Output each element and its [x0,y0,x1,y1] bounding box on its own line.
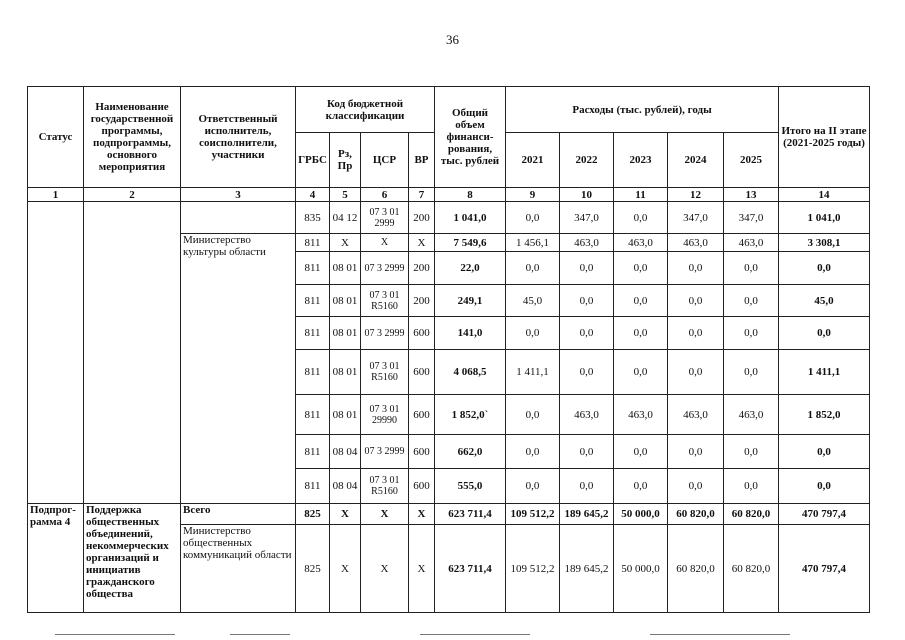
year-2022-cell: 0,0 [560,252,614,285]
year-2025-cell: 60 820,0 [724,525,779,613]
csr-cell: 07 3 01 R5160 [361,469,409,504]
year-2025-cell: 0,0 [724,469,779,504]
year-2023-cell: 0,0 [614,435,668,469]
total-cell: 623 711,4 [435,525,506,613]
csr-cell: 07 3 01 R5160 [361,285,409,317]
year-2022-cell: 463,0 [560,395,614,435]
column-number: 1 [28,188,84,202]
vr-cell: 600 [409,469,435,504]
page-edge-line [55,634,175,635]
csr-cell: 07 3 2999 [361,435,409,469]
vr-cell: 200 [409,202,435,234]
year-2023-cell: 463,0 [614,234,668,252]
vr-cell: 600 [409,435,435,469]
subprogram-name: Поддержка общественных объединений, некоммерческих организаций и инициатив гражданского общества [84,504,181,613]
vr-cell: X [409,525,435,613]
total-cell: 4 068,5 [435,350,506,395]
year-2025-cell: 0,0 [724,285,779,317]
table-row [28,202,870,234]
vr-cell: 200 [409,252,435,285]
rz-pr-cell: 04 12 [330,202,361,234]
grbs-cell: 811 [296,234,330,252]
year-2025-cell: 463,0 [724,395,779,435]
year-2022-cell: 0,0 [560,350,614,395]
header-expenses: Расходы (тыс. рублей), годы [506,87,779,133]
header-grbs: ГРБС [296,133,330,188]
stage-total-cell: 0,0 [779,252,870,285]
year-2025-cell: 60 820,0 [724,504,779,525]
year-2024-cell: 0,0 [668,252,724,285]
stage-total-cell: 1 852,0 [779,395,870,435]
column-number: 2 [84,188,181,202]
year-2025-cell: 0,0 [724,317,779,350]
responsible-ministry-communications: Министерство общественных коммуникаций области [181,525,296,613]
year-2022-cell: 463,0 [560,234,614,252]
year-2021-cell: 109 512,2 [506,525,560,613]
column-number: 5 [330,188,361,202]
total-cell: 7 549,6 [435,234,506,252]
year-2024-cell: 60 820,0 [668,525,724,613]
rz-pr-cell: X [330,525,361,613]
year-2021-cell: 0,0 [506,395,560,435]
year-2022-cell: 189 645,2 [560,504,614,525]
stage-total-cell: 45,0 [779,285,870,317]
csr-cell: X [361,234,409,252]
stage-total-cell: 0,0 [779,317,870,350]
year-2025-cell: 463,0 [724,234,779,252]
table-row [28,504,870,525]
year-2022-cell: 0,0 [560,285,614,317]
total-cell: 22,0 [435,252,506,285]
stage-total-cell: 0,0 [779,469,870,504]
header-year-2022: 2022 [560,133,614,188]
rz-pr-cell: X [330,504,361,525]
header-total-volume: Общий объем финанси-рования, тыс. рублей [435,87,506,188]
year-2021-cell: 45,0 [506,285,560,317]
stage-total-cell: 1 411,1 [779,350,870,395]
grbs-cell: 811 [296,350,330,395]
column-number: 10 [560,188,614,202]
column-number: 7 [409,188,435,202]
stage-total-cell: 1 041,0 [779,202,870,234]
stage-total-cell: 0,0 [779,435,870,469]
column-number: 12 [668,188,724,202]
year-2024-cell: 0,0 [668,435,724,469]
responsible-cell-empty [181,202,296,234]
rz-pr-cell: 08 01 [330,350,361,395]
grbs-cell: 811 [296,285,330,317]
year-2022-cell: 347,0 [560,202,614,234]
column-number: 13 [724,188,779,202]
year-2021-cell: 0,0 [506,317,560,350]
header-year-2024: 2024 [668,133,724,188]
rz-pr-cell: 08 01 [330,395,361,435]
year-2024-cell: 0,0 [668,317,724,350]
total-cell: 1 041,0 [435,202,506,234]
stage-total-cell: 470 797,4 [779,525,870,613]
responsible-ministry-culture: Министерство культуры области [181,234,296,504]
year-2025-cell: 0,0 [724,435,779,469]
header-year-2025: 2025 [724,133,779,188]
vr-cell: X [409,234,435,252]
total-cell: 141,0 [435,317,506,350]
year-2023-cell: 0,0 [614,350,668,395]
grbs-cell: 811 [296,469,330,504]
year-2023-cell: 0,0 [614,285,668,317]
year-2021-cell: 1 411,1 [506,350,560,395]
year-2025-cell: 347,0 [724,202,779,234]
csr-cell: X [361,525,409,613]
total-cell: 249,1 [435,285,506,317]
year-2024-cell: 0,0 [668,350,724,395]
column-number: 14 [779,188,870,202]
year-2025-cell: 0,0 [724,350,779,395]
column-number: 11 [614,188,668,202]
grbs-cell: 825 [296,525,330,613]
grbs-cell: 811 [296,395,330,435]
header-stage-total: Итого на II этапе (2021-2025 годы) [779,87,870,188]
total-cell: 662,0 [435,435,506,469]
column-number: 4 [296,188,330,202]
grbs-cell: 835 [296,202,330,234]
column-number-row [28,188,870,202]
stage-total-cell: 470 797,4 [779,504,870,525]
year-2024-cell: 0,0 [668,469,724,504]
rz-pr-cell: 08 01 [330,252,361,285]
year-2024-cell: 463,0 [668,234,724,252]
budget-table [27,86,870,613]
header-budget-code: Код бюджетной классификации [296,87,435,133]
vr-cell: 600 [409,317,435,350]
header-year-2023: 2023 [614,133,668,188]
csr-cell: X [361,504,409,525]
year-2024-cell: 0,0 [668,285,724,317]
total-cell: 1 852,0` [435,395,506,435]
page-edge-line [420,634,530,635]
vr-cell: 200 [409,285,435,317]
header-csr: ЦСР [361,133,409,188]
header-status: Статус [28,87,84,188]
rz-pr-cell: 08 01 [330,285,361,317]
header-year-2021: 2021 [506,133,560,188]
rz-pr-cell: 08 04 [330,435,361,469]
year-2021-cell: 0,0 [506,435,560,469]
vr-cell: 600 [409,395,435,435]
year-2025-cell: 0,0 [724,252,779,285]
year-2022-cell: 0,0 [560,317,614,350]
year-2021-cell: 109 512,2 [506,504,560,525]
stage-total-cell: 3 308,1 [779,234,870,252]
header-responsible: Ответственный исполнитель, соисполнители, участники [181,87,296,188]
year-2024-cell: 463,0 [668,395,724,435]
year-2021-cell: 1 456,1 [506,234,560,252]
subprogram-status: Подпрог-рамма 4 [28,504,84,613]
header-rz-pr: Рз, Пр [330,133,361,188]
year-2022-cell: 0,0 [560,435,614,469]
total-cell: 623 711,4 [435,504,506,525]
csr-cell: 07 3 01 R5160 [361,350,409,395]
year-2022-cell: 0,0 [560,469,614,504]
year-2023-cell: 0,0 [614,317,668,350]
vr-cell: 600 [409,350,435,395]
year-2024-cell: 60 820,0 [668,504,724,525]
page-number: 36 [446,32,459,47]
status-cell-empty [28,202,84,504]
year-2023-cell: 463,0 [614,395,668,435]
page-edge-line [650,634,790,635]
total-cell: 555,0 [435,469,506,504]
column-number: 3 [181,188,296,202]
vr-cell: X [409,504,435,525]
header-name: Наименование государственной программы, подпрограммы, основного мероприятия [84,87,181,188]
year-2024-cell: 347,0 [668,202,724,234]
year-2023-cell: 0,0 [614,469,668,504]
column-number: 9 [506,188,560,202]
rz-pr-cell: 08 04 [330,469,361,504]
grbs-cell: 811 [296,252,330,285]
rz-pr-cell: 08 01 [330,317,361,350]
csr-cell: 07 3 2999 [361,252,409,285]
column-number: 8 [435,188,506,202]
rz-pr-cell: X [330,234,361,252]
year-2022-cell: 189 645,2 [560,525,614,613]
year-2023-cell: 0,0 [614,252,668,285]
header-vr: ВР [409,133,435,188]
year-2021-cell: 0,0 [506,202,560,234]
csr-cell: 07 3 01 2999 [361,202,409,234]
page-edge-line [230,634,290,635]
csr-cell: 07 3 2999 [361,317,409,350]
grbs-cell: 811 [296,317,330,350]
column-number: 6 [361,188,409,202]
year-2023-cell: 50 000,0 [614,525,668,613]
year-2021-cell: 0,0 [506,252,560,285]
year-2021-cell: 0,0 [506,469,560,504]
year-2023-cell: 50 000,0 [614,504,668,525]
grbs-cell: 811 [296,435,330,469]
csr-cell: 07 3 01 29990 [361,395,409,435]
grbs-cell: 825 [296,504,330,525]
year-2023-cell: 0,0 [614,202,668,234]
name-cell-empty [84,202,181,504]
total-label: Всего [181,504,296,525]
